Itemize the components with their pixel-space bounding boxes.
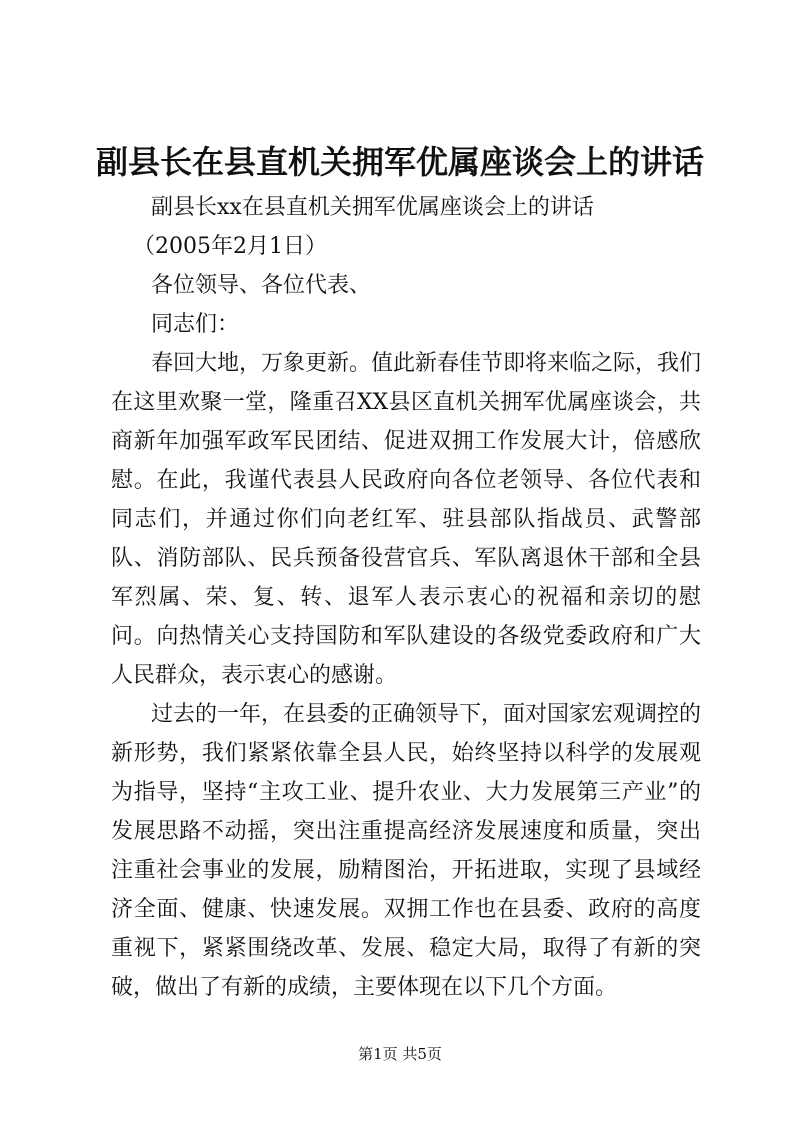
paragraph-greeting: 春回大地，万象更新。值此新春佳节即将来临之际，我们在这里欢聚一堂，隆重召XX县区直机关拥军优属座谈会，共商新年加强军政军民团结、促进双拥工作发展大计，倍感欣慰。在此，我谨代表县人民政府向各位老领导、各位代表和同志们，并通过你们向老红军、驻县部队指战员、武警部队、消防部队、民兵预备役营官兵、军队离退休干部和全县军烈属、荣、复、转、退军人表示衷心的祝福和亲切的慰问。向热情关心支持国防和军队建设的各级党委政府和广大人民群众，表示衷心的感谢。: [111, 351, 702, 688]
page-indicator: 第1页 共5页: [358, 1045, 442, 1063]
salutation-leaders: 各位领导、各位代表、: [151, 273, 372, 298]
paragraph-review: 过去的一年，在县委的正确领导下，面对国家宏观调控的新形势，我们紧紧依靠全县人民，始终坚持以科学的发展观为指导，坚持“主攻工业、提升农业、大力发展第三产业”的发展思路不动摇，突出注重提高经济发展速度和质量，突出注重社会事业的发展，励精图治，开拓进取，实现了县域经济全面、健康、快速发展。双拥工作也在县委、政府的高度重视下，紧紧围绕改革、发展、稳定大局，取得了有新的突破，做出了有新的成绩，主要体现在以下几个方面。: [111, 702, 702, 1000]
salutation-comrades: 同志们：: [151, 312, 240, 337]
speech-date: （2005年2月1日）: [133, 234, 327, 259]
document-body: [111, 188, 701, 1007]
document-subtitle: 副县长xx在县直机关拥军优属座谈会上的讲话: [151, 195, 594, 220]
document-title: 副县长在县直机关拥军优属座谈会上的讲话: [95, 143, 704, 181]
